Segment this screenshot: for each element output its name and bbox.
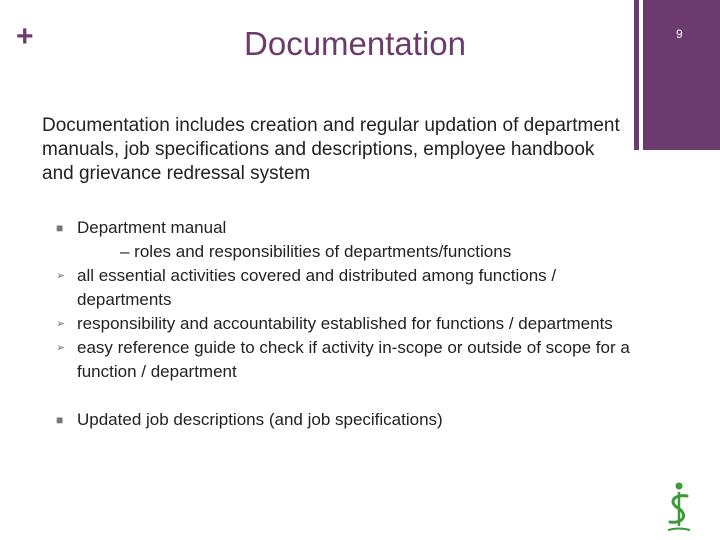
slide-number: 9: [676, 27, 683, 41]
square-bullet-icon: ■: [56, 221, 64, 235]
arrow-bullet-icon: ➢: [56, 318, 66, 330]
bullet-text: easy reference guide to check if activity in-scope or outside of scope for a function / department: [77, 338, 630, 381]
leaf-logo-icon: [654, 480, 704, 535]
bullet-text: Updated job descriptions (and job specifications): [77, 410, 443, 429]
bullet-text: all essential activities covered and distributed among functions / departments: [77, 266, 557, 309]
arrow-bullet-icon: ➢: [56, 342, 66, 354]
plus-mark: +: [16, 20, 34, 53]
bullet-item: [56, 216, 636, 240]
intro-text: Documentation includes creation and regular updation of department manuals, job specifications and descriptions, employee handbook and grievance redressal system: [42, 115, 620, 184]
bullet-item: [56, 264, 636, 312]
bullet-text: Department manual: [77, 218, 227, 237]
bullet-list: [56, 216, 636, 432]
bullet-text: responsibility and accountability established for functions / departments: [77, 314, 613, 333]
spacer: [56, 384, 636, 408]
sub-bullet-text: – roles and responsibilities of departments/functions: [120, 242, 512, 261]
leaf-logo-svg: [654, 480, 704, 535]
arrow-bullet-icon: ➢: [56, 270, 66, 282]
accent-bar-thin: [634, 0, 639, 150]
square-bullet-icon: ■: [56, 413, 64, 427]
bullet-item: [56, 408, 636, 432]
bullet-item: [56, 312, 636, 336]
bullet-item: [56, 336, 636, 384]
accent-bar: [643, 0, 720, 150]
slide-title: Documentation: [244, 25, 466, 62]
